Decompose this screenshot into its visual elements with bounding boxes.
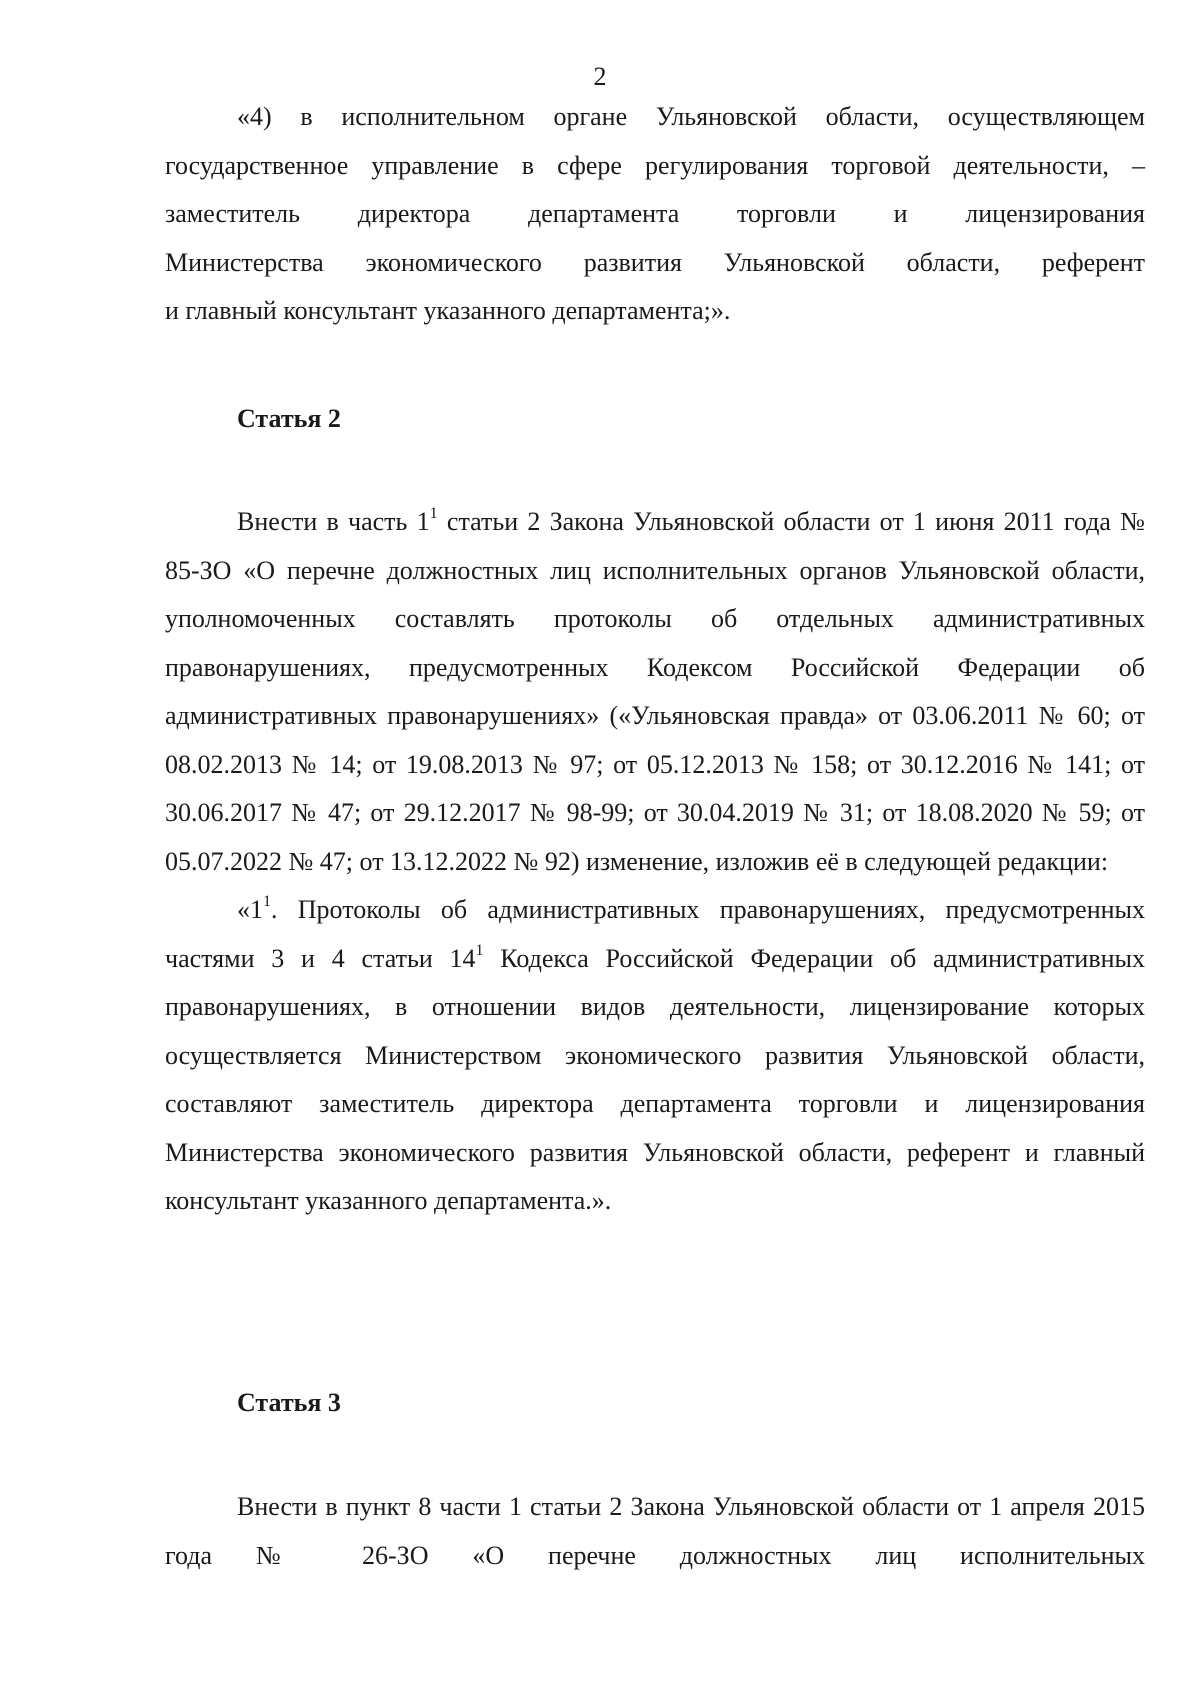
text-line: «4) в исполнительном органе Ульяновской области, осуществляющем xyxy=(237,102,1145,131)
article-2-paragraph-2: «$1^1$. Протоколы об административных правонарушениях, предусмотренных частями 3 и 4 статьи $14^1$ Кодекса Российской Федерации об административных правонарушениях, в отношении видов деятельности, лицензирование которых осуществляется Министерством экономического развития Ульяновской области, составляют заместитель директора департамента торговли и лицензирования Министерства экономического развития Ульяновской области, референт и главный консультант указанного департамента.». xyxy=(165,893,1146,1215)
text-line: заместитель директора департамента торговли и лицензирования xyxy=(165,199,1145,228)
text-line: Министерства экономического развития Ульяновской области, референт xyxy=(165,247,1145,277)
article-3-heading: Статья 3 xyxy=(237,1388,341,1417)
paragraph-amendment-item-4 xyxy=(165,93,1145,336)
article-2-body xyxy=(165,498,1145,1226)
article-2-paragraph-1: Внести в часть $1^1$ статьи 2 Закона Ульяновской области от 1 июня 2011 года № 85-ЗО «О перечне должностных лиц исполнительных органов Ульяновской области, уполномоченных составлять протоколы об отдельных административных правонарушениях, предусмотренных Кодексом Российской Федерации об административных правонарушениях» («Ульяновская правда» от 03.06.2011 № 60; от 08.02.2013 № 14; от 19.08.2013 № 97; от 05.12.2013 № 158; от 30.12.2016 № 141; от 30.06.2017 № 47; от 29.12.2017 № 98-99; от 30.04.2019 № 31; от 18.08.2020 № 59; от 05.07.2022 № 47; от 13.12.2022 № 92) изменение, изложив её в следующей редакции: xyxy=(165,505,1145,876)
text-line: государственное управление в сфере регулирования торговой деятельности, – xyxy=(165,150,1145,180)
text-line: и главный консультант указанного департамента;». xyxy=(165,296,731,325)
article-2-heading: Статья 2 xyxy=(237,404,341,433)
page-number: 2 xyxy=(593,62,607,91)
article-3-body xyxy=(165,1483,1145,1580)
article-3-paragraph-1: Внести в пункт 8 части 1 статьи 2 Закона Ульяновской области от 1 апреля 2015 года № 26-ЗО «О перечне должностных лиц исполнительных xyxy=(165,1492,1145,1570)
